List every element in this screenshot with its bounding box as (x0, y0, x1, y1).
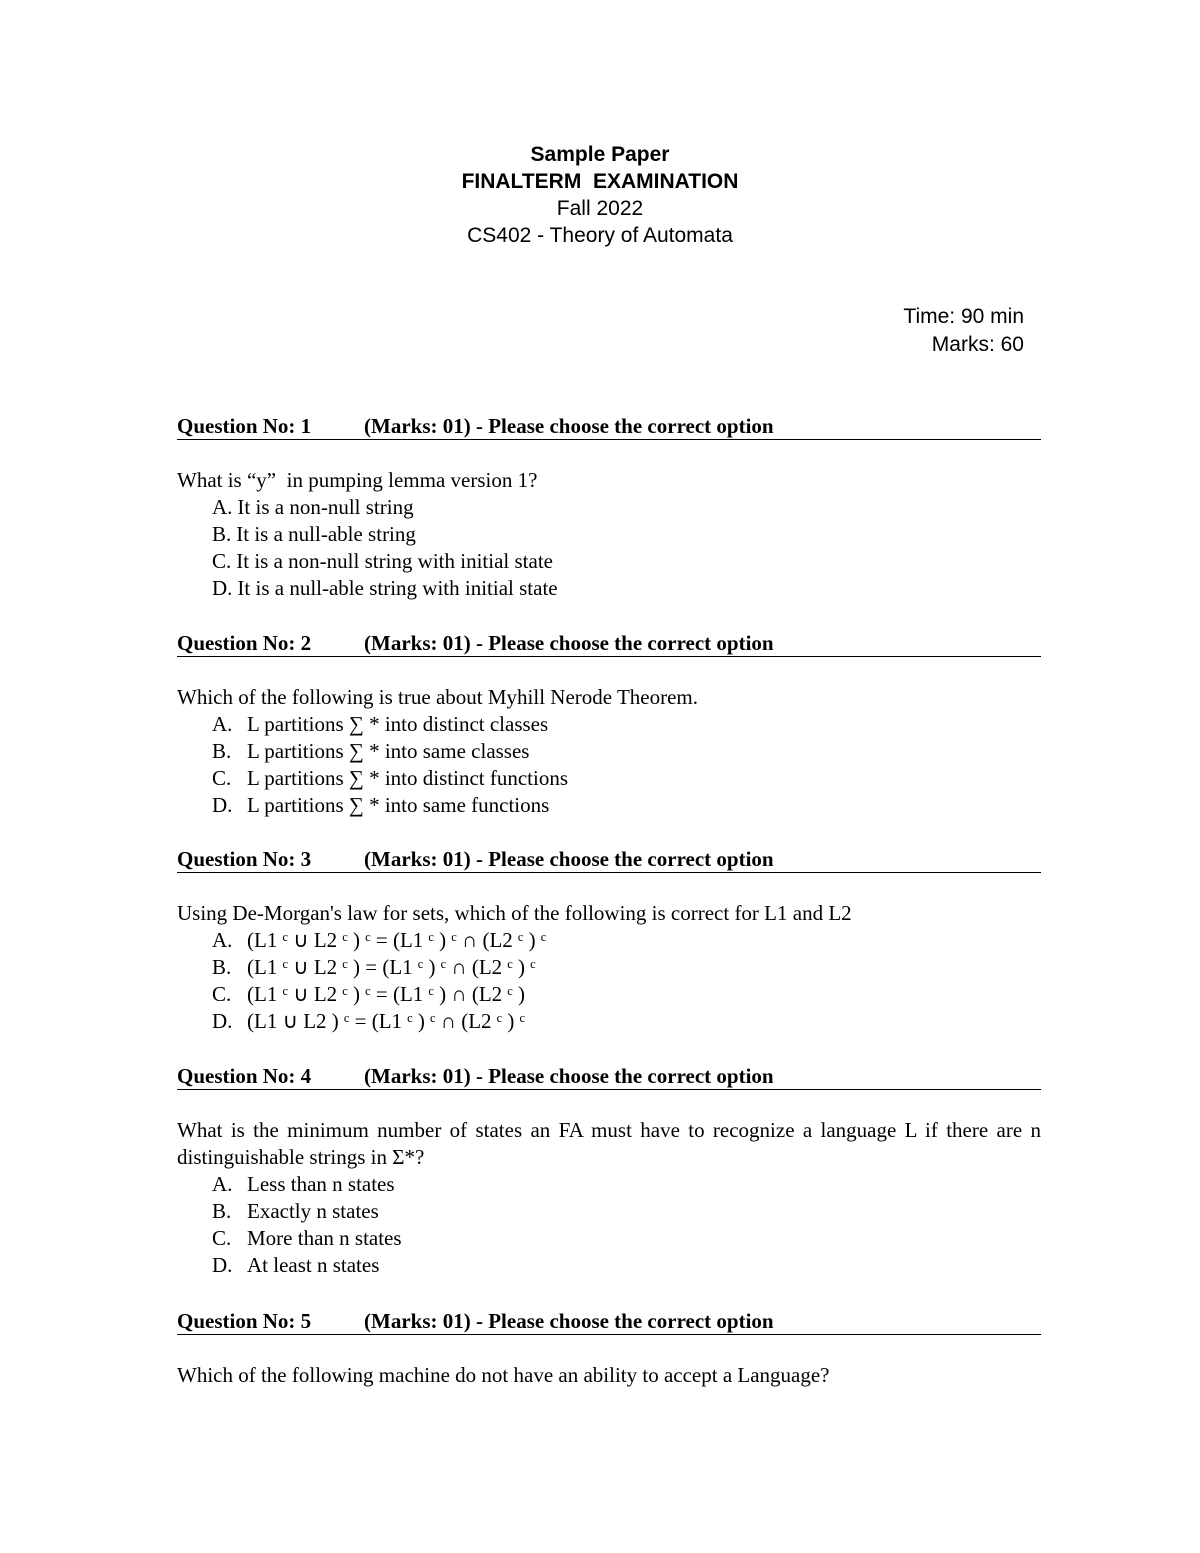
option-letter: D. (212, 1009, 233, 1033)
question-header (177, 846, 1041, 873)
question-header (177, 1063, 1041, 1090)
time-label: Time: 90 min (903, 305, 1024, 328)
exam-meta (903, 303, 1024, 359)
question-block-2 (177, 630, 1041, 819)
option-d (212, 575, 1041, 602)
option-text: It is a non-null string (237, 495, 414, 519)
option-letter: B. (212, 739, 232, 763)
question-block-4 (177, 1063, 1041, 1279)
marks-label: Marks: 60 (931, 333, 1024, 356)
option-d (212, 792, 1041, 819)
option-b (212, 738, 1041, 765)
option-d (212, 1252, 1041, 1279)
option-a (212, 494, 1041, 521)
option-letter: C. (212, 549, 232, 573)
option-letter: C. (212, 982, 232, 1006)
question-header (177, 630, 1041, 657)
option-a (212, 1171, 1041, 1198)
option-c (212, 981, 1041, 1008)
question-marks: (Marks: 01) - Please choose the correct option (364, 1309, 774, 1333)
exam-title: FINALTERM EXAMINATION (461, 170, 739, 193)
option-letter: D. (212, 793, 233, 817)
question-block-5 (177, 1308, 1041, 1389)
question-block-1 (177, 413, 1041, 602)
option-text: L partitions ∑ * into distinct functions (247, 766, 568, 790)
option-text: At least n states (247, 1253, 380, 1277)
option-text: Exactly n states (247, 1199, 379, 1223)
question-header (177, 413, 1041, 440)
question-marks: (Marks: 01) - Please choose the correct option (364, 414, 774, 438)
option-d (212, 1008, 1041, 1035)
question-number: Question No: 4 (177, 1064, 312, 1088)
option-text: (L1 ᶜ ∪ L2 ᶜ ) ᶜ = (L1 ᶜ ) ∩ (L2 ᶜ ) (247, 982, 526, 1006)
question-marks: (Marks: 01) - Please choose the correct option (364, 1064, 774, 1088)
option-text: (L1 ᶜ ∪ L2 ᶜ ) = (L1 ᶜ ) ᶜ ∩ (L2 ᶜ ) ᶜ (247, 955, 536, 979)
question-header (177, 1308, 1041, 1335)
option-text: It is a null-able string (236, 522, 416, 546)
question-marks: (Marks: 01) - Please choose the correct option (364, 847, 774, 871)
question-marks: (Marks: 01) - Please choose the correct option (364, 631, 774, 655)
option-text: L partitions ∑ * into distinct classes (247, 712, 549, 736)
option-text: L partitions ∑ * into same functions (247, 793, 550, 817)
term-label: Fall 2022 (556, 197, 644, 220)
option-letter: A. (212, 928, 233, 952)
option-c (212, 765, 1041, 792)
option-text: L partitions ∑ * into same classes (247, 739, 530, 763)
option-b (212, 954, 1041, 981)
question-text: What is the minimum number of states an FA must have to recognize a language L if there are n distinguishable strings in Σ*? (177, 1118, 1041, 1169)
option-a (212, 927, 1041, 954)
option-text: More than n states (247, 1226, 402, 1250)
option-text: Less than n states (247, 1172, 395, 1196)
option-c (212, 548, 1041, 575)
option-letter: B. (212, 955, 232, 979)
option-b (212, 521, 1041, 548)
question-number: Question No: 1 (177, 414, 312, 438)
option-letter: C. (212, 1226, 232, 1250)
question-number: Question No: 5 (177, 1309, 312, 1333)
option-letter: A. (212, 712, 233, 736)
option-letter: A. (212, 1172, 233, 1196)
option-text: It is a non-null string with initial state (236, 549, 553, 573)
option-letter: D. (212, 1253, 233, 1277)
paper-type-title: Sample Paper (530, 143, 670, 166)
question-text: Which of the following is true about Myhill Nerode Theorem. (177, 685, 698, 709)
options-list (177, 494, 1041, 602)
option-b (212, 1198, 1041, 1225)
question-text: Which of the following machine do not have an ability to accept a Language? (177, 1363, 830, 1387)
option-letter: C. (212, 766, 232, 790)
option-text: (L1 ∪ L2 ) ᶜ = (L1 ᶜ ) ᶜ ∩ (L2 ᶜ ) ᶜ (247, 1009, 526, 1033)
options-list (177, 927, 1041, 1035)
option-letter: A. (212, 495, 233, 519)
option-text: (L1 ᶜ ∪ L2 ᶜ ) ᶜ = (L1 ᶜ ) ᶜ ∩ (L2 ᶜ ) ᶜ (247, 928, 547, 952)
course-label: CS402 - Theory of Automata (467, 224, 733, 247)
option-letter: D. (212, 576, 233, 600)
option-letter: B. (212, 522, 232, 546)
question-block-3 (177, 846, 1041, 1035)
option-a (212, 711, 1041, 738)
question-number: Question No: 3 (177, 847, 312, 871)
option-letter: B. (212, 1199, 232, 1223)
option-c (212, 1225, 1041, 1252)
option-text: It is a null-able string with initial state (237, 576, 558, 600)
question-number: Question No: 2 (177, 631, 312, 655)
question-text: What is “y” in pumping lemma version 1? (177, 468, 538, 492)
options-list (177, 1171, 1041, 1279)
exam-header (0, 141, 1200, 249)
options-list (177, 711, 1041, 819)
question-text: Using De-Morgan's law for sets, which of the following is correct for L1 and L2 (177, 901, 852, 925)
